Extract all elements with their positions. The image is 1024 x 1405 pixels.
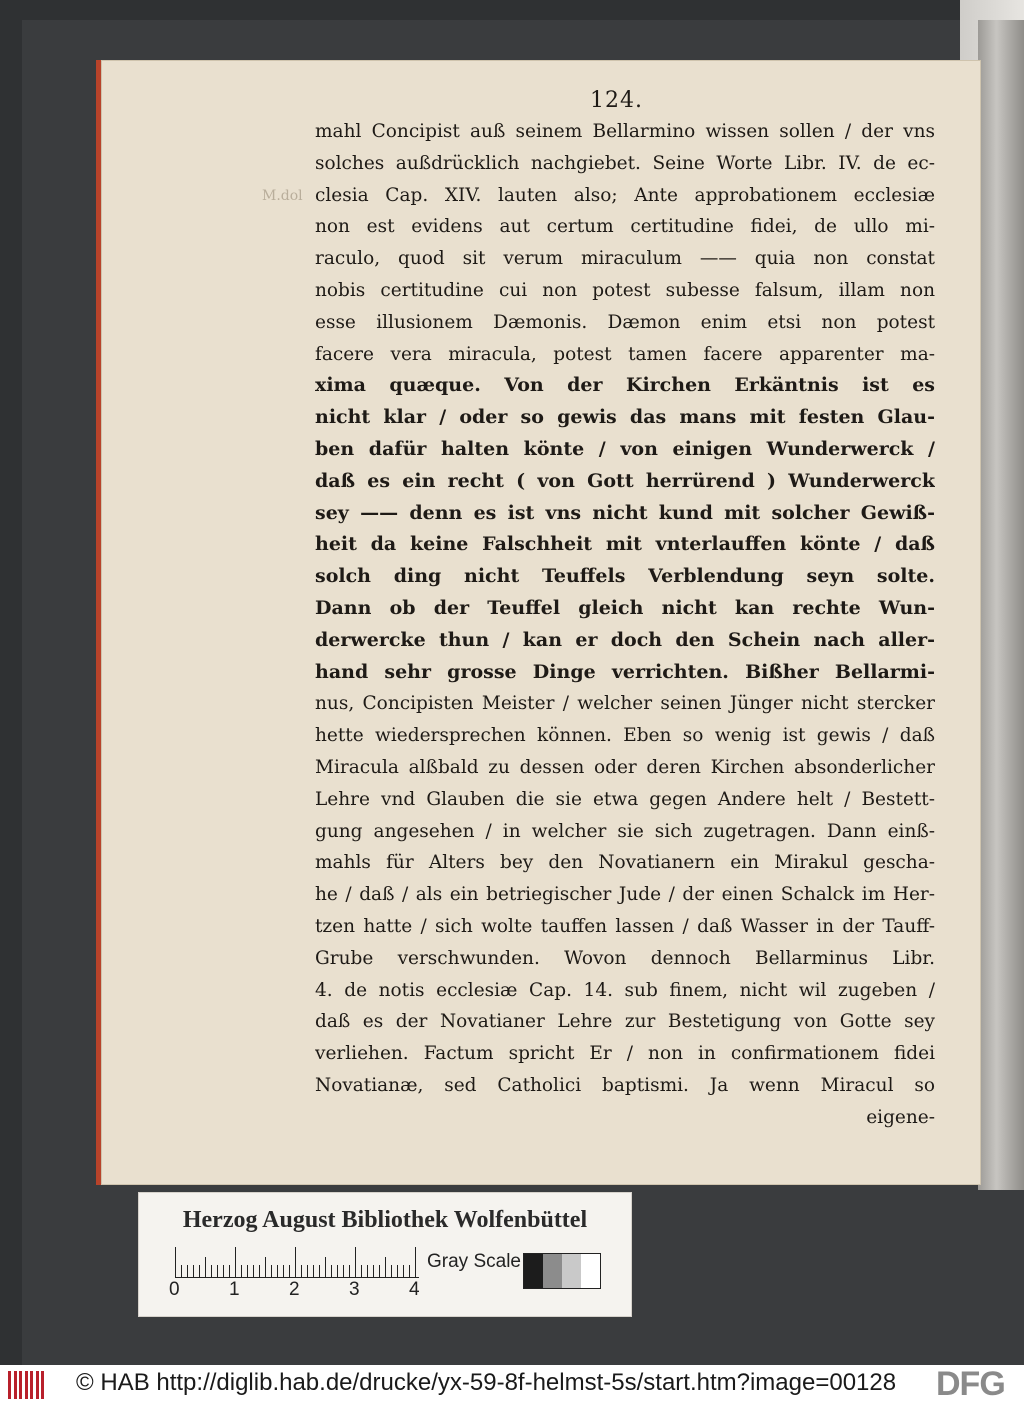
text-line: esse illusionem Dæmonis. Dæmon enim etsi non potest [315,311,935,333]
text-line: Grube verschwunden. Wovon dennoch Bellarminus Libr. [315,947,935,969]
text-line: Miracula alßbald zu dessen oder deren Kirchen absonderlicher [315,756,935,778]
text-line: nus, Concipisten Meister / welcher seinen Jünger nicht stercker [315,693,935,715]
ruler-tick [259,1265,260,1277]
ruler-number: 2 [289,1279,300,1300]
text-line: nicht klar / oder so gewis das mans mit festen Glau- [315,406,935,429]
text-line: he / daß / als ein betriegischer Jude / der einen Schalck im Her- [315,884,935,906]
ruler-tick [319,1265,320,1277]
text-line: facere vera miracula, potest tamen facere apparenter ma- [315,343,935,365]
logo-bar [36,1371,39,1399]
text-line: non est evidens aut certum certitudine fidei, de ullo mi- [315,216,935,238]
gray-swatch [581,1254,600,1288]
ruler-number: 1 [229,1279,240,1300]
page-number: 124. [590,88,643,113]
text-line: derwercke thun / kan er doch den Schein nach aller- [315,628,935,651]
ruler-tick [313,1265,314,1277]
ruler-tick [403,1265,404,1277]
ruler-tick [373,1265,374,1277]
gray-scale-swatches [523,1253,601,1289]
ruler-tick [217,1265,218,1277]
ruler-tick [181,1265,182,1277]
logo-bar [8,1371,11,1399]
text-line: Dann ob der Teuffel gleich nicht kan rechte Wun- [315,596,935,619]
ruler-tick [229,1265,230,1277]
ruler-tick [205,1257,206,1277]
text-line: raculo, quod sit verum miraculum —— quia non constat [315,248,935,270]
ruler-tick [343,1265,344,1277]
ruler-tick [253,1265,254,1277]
text-line: heit da keine Falschheit mit vnterlauffen könte / daß [315,533,935,556]
ruler-tick [385,1257,386,1277]
ruler-number: 0 [169,1279,180,1300]
ruler-tick [301,1265,302,1277]
ruler-tick [295,1247,296,1277]
ruler-tick [391,1265,392,1277]
text-line: mahls für Alters bey den Novatianern ein Mirakul gescha- [315,852,935,874]
scale-ruler [175,1247,419,1278]
ruler-tick [277,1265,278,1277]
text-line: solches außdrücklich nachgiebet. Seine Worte Libr. IV. de ec- [315,152,935,174]
margin-ghost-text: M.dol [262,188,303,204]
hab-barcode-logo-icon [8,1371,48,1399]
ruler-tick [367,1265,368,1277]
ruler-tick [247,1265,248,1277]
text-line: hand sehr grosse Dinge verrichten. Bißher Bellarmi- [315,660,935,683]
text-line: nobis certitudine cui non potest subesse falsum, illam non [315,279,935,301]
text-line: solch ding nicht Teuffels Verblendung seyn solte. [315,565,935,588]
text-line: 4. de notis ecclesiæ Cap. 14. sub finem, nicht wil zugeben / [315,979,935,1001]
ruler-tick [175,1247,176,1277]
ruler-tick [265,1257,266,1277]
gray-scale-label: Gray Scale [427,1251,521,1272]
text-line: tzen hatte / sich wolte tauffen lassen / daß Wasser in der Tauff- [315,915,935,937]
gray-swatch [524,1254,543,1288]
ruler-tick [397,1265,398,1277]
ruler-tick [361,1265,362,1277]
text-line: verliehen. Factum spricht Er / non in confirmationem fidei [315,1043,935,1065]
copyright-link[interactable]: © HAB http://diglib.hab.de/drucke/yx-59-8f-helmst-5s/start.htm?image=00128 [76,1369,897,1396]
text-line: xima quæque. Von der Kirchen Erkäntnis ist es [315,374,935,397]
logo-bar [25,1371,28,1399]
ruler-tick [289,1265,290,1277]
text-line: Lehre vnd Glauben die sie etwa gegen Andere helt / Bestett- [315,788,935,810]
ruler-number: 4 [409,1279,420,1300]
ruler-tick [235,1247,236,1277]
library-label-title: Herzog August Bibliothek Wolfenbüttel [182,1207,588,1233]
ruler-tick [307,1265,308,1277]
ruler-number: 3 [349,1279,360,1300]
ruler-tick [337,1265,338,1277]
ruler-tick [271,1265,272,1277]
ruler-tick [223,1265,224,1277]
text-line: hette wiedersprechen können. Eben so wenig ist gewis / daß [315,725,935,747]
text-line: daß es ein recht ( von Gott herrürend ) Wunderwerck [315,469,935,492]
catchword-line: eigene- [866,1106,935,1128]
ruler-tick [199,1265,200,1277]
ruler-tick [211,1265,212,1277]
text-line: sey —— denn es ist vns nicht kund mit solcher Gewiß- [315,501,935,524]
text-line: daß es der Novatianer Lehre zur Bestetigung von Gotte sey [315,1011,935,1033]
text-line: gung angesehen / in welcher sie sich zugetragen. Dann einß- [315,820,935,842]
ruler-tick [325,1257,326,1277]
ruler-tick [409,1265,410,1277]
text-line: Novatianæ, sed Catholici baptismi. Ja wenn Miracul so [315,1074,935,1096]
gray-swatch [543,1254,562,1288]
ruler-tick [355,1247,356,1277]
text-line: mahl Concipist auß seinem Bellarmino wissen sollen / der vns [315,121,935,142]
gray-swatch [562,1254,581,1288]
color-target-card [138,1192,632,1317]
logo-bar [19,1371,22,1399]
ruler-tick [331,1265,332,1277]
text-line: clesia Cap. XIV. lauten also; Ante approbationem ecclesiæ [315,184,935,206]
dfg-logo: DFG [936,1365,1005,1403]
ruler-tick [349,1265,350,1277]
ruler-tick [283,1265,284,1277]
logo-bar [41,1371,44,1399]
ruler-tick [241,1265,242,1277]
logo-bar [30,1371,33,1399]
footer-bar [0,1365,1024,1405]
text-line: ben dafür halten könte / von einigen Wunderwerck / [315,437,935,460]
page-text-block [315,116,935,1134]
ruler-tick [379,1265,380,1277]
ruler-tick [187,1265,188,1277]
logo-bar [14,1371,17,1399]
ruler-numbers [169,1279,429,1301]
ruler-tick [415,1247,416,1277]
book-binding [978,20,1024,1190]
ruler-tick [193,1265,194,1277]
